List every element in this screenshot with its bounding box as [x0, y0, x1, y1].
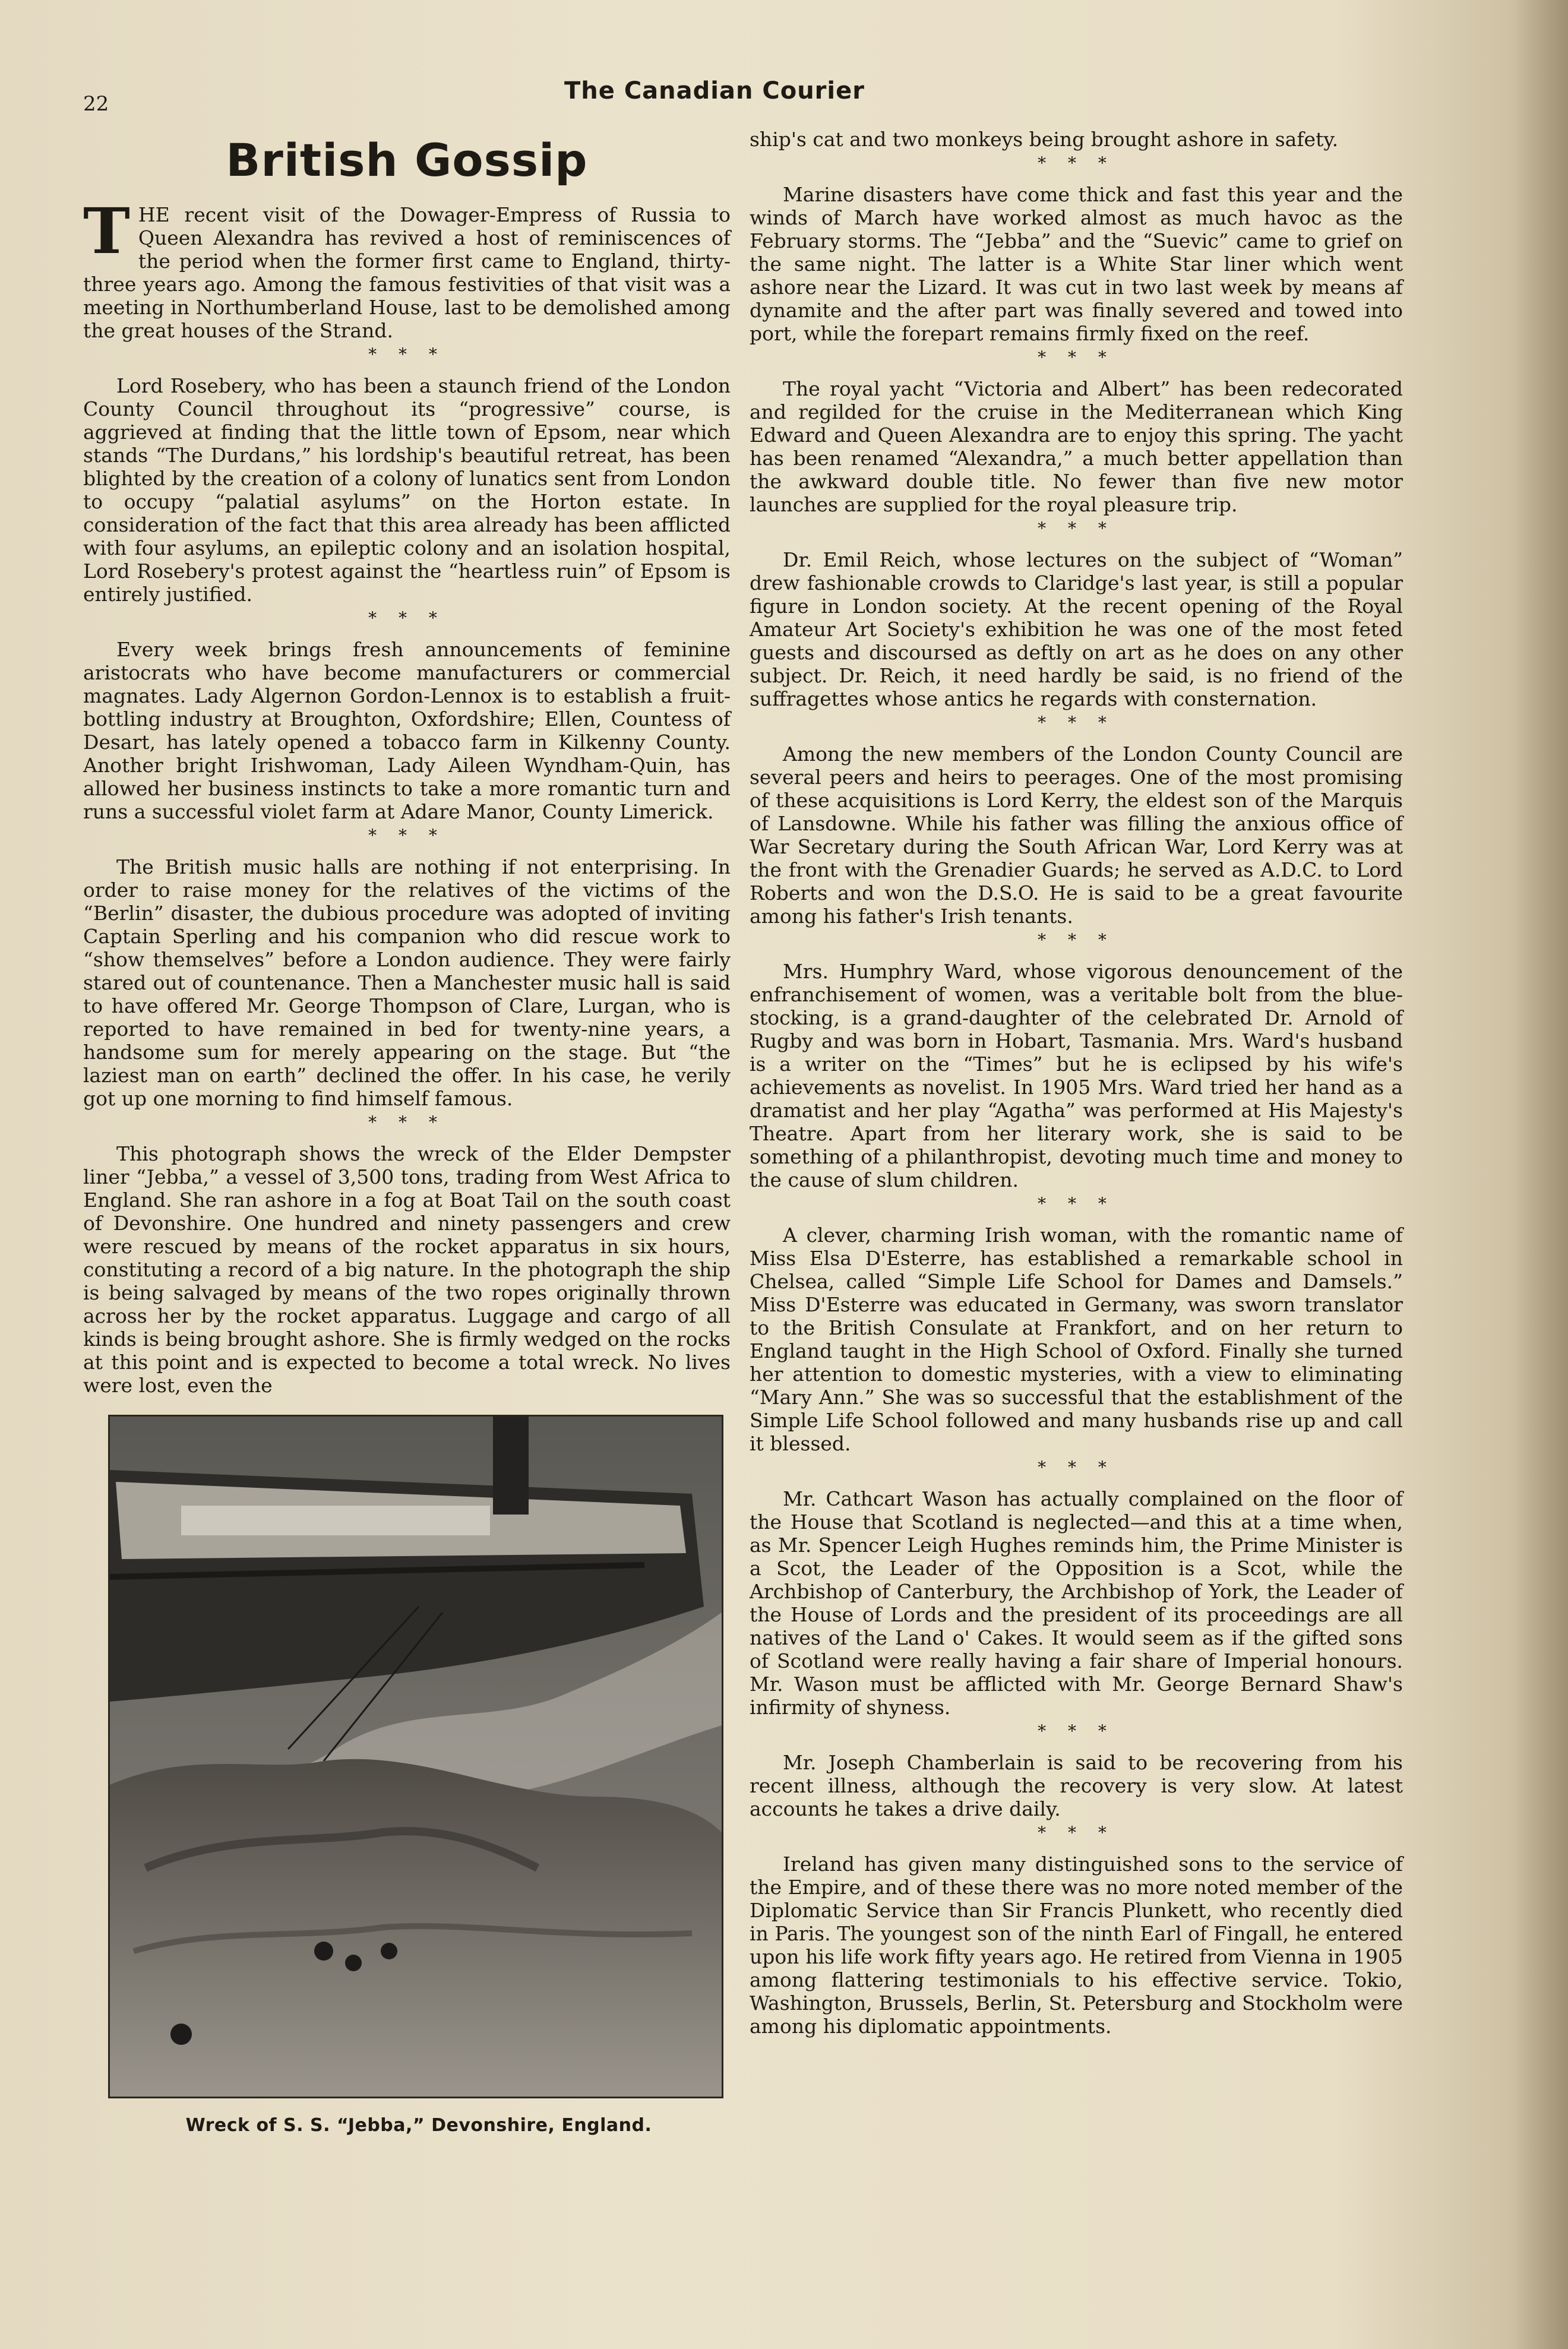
- shipwreck-illustration: [110, 1417, 722, 2097]
- photo-caption: Wreck of S. S. “Jebba,” Devonshire, England.: [185, 2115, 652, 2136]
- section-separator: * * *: [368, 608, 445, 628]
- continued-paragraph: ship's cat and two monkeys being brought ashore in safety.: [750, 128, 1339, 151]
- figure-on-rocks: [314, 1942, 333, 1961]
- section-separator: * * *: [1038, 1721, 1115, 1741]
- paragraph-emil-reich: Dr. Emil Reich, whose lectures on the subject of “Woman” drew fashionable crowds to Claridge's last year, is still a popular figure in London society. At the recent opening of the Royal Amateur Art Society's exhibition he was one of the most feted guests and discoursed as deftly on art as he does on any other subject. Dr. Reich, it need hardly be said, is no friend of the suffragettes whose antics he regards with consternation.: [750, 548, 1403, 710]
- paragraph-royal-yacht: The royal yacht “Victoria and Albert” has been redecorated and regilded for the cruise in the Mediterranean which King Edward and Queen Alexandra are to enjoy this spring. The yacht has been renamed “Alexandra,” a much better appellation than the awkward double title. No fewer than five new motor launches are supplied for the royal pleasure trip.: [750, 377, 1403, 516]
- paragraph-humphry-ward: Mrs. Humphry Ward, whose vigorous denouncement of the enfranchisement of women, was a veritable bolt from the blue-stocking, is a grand-daughter of the celebrated Dr. Arnold of Rugby and was born in Hobart, Tasmania. Mrs. Ward's husband is a writer on the “Times” but he is eclipsed by his wife's achievements as novelist. In 1905 Mrs. Ward tried her hand as a dramatist and her play “Agatha” was performed at His Majesty's Theatre. Apart from her literary work, she is said to be something of a philanthropist, devoting much time and money to the cause of slum children.: [750, 960, 1403, 1191]
- page-edge-shadow: [1515, 0, 1568, 2349]
- lead-paragraph: [83, 194, 731, 342]
- section-separator: * * *: [1038, 153, 1115, 173]
- paragraph-francis-plunkett: Ireland has given many distinguished sons to the service of the Empire, and of these there was no more noted member of the Diplomatic Service than Sir Francis Plunkett, who recently died in Paris. The youngest son of the ninth Earl of Fingall, he entered upon his life work fifty years ago. He retired from Vienna in 1905 among flattering testimonials to his effective service. Tokio, Washington, Brussels, Berlin, St. Petersburg and Stockholm were among his diplomatic appointments.: [750, 1852, 1403, 2038]
- paragraph-elsa-desterre: A clever, charming Irish woman, with the romantic name of Miss Elsa D'Esterre, has established a remarkable school in Chelsea, called “Simple Life School for Dames and Damsels.” Miss D'Esterre was educated in Germany, was sworn translator to the British Consulate at Frankfort, and on her return to England taught in the High School of Oxford. Finally she turned her attention to domestic mysteries, with a view to eliminating “Mary Ann.” She was so successful that the establishment of the Simple Life School followed and many husbands rise up and call it blessed.: [750, 1223, 1403, 1455]
- figure-on-rocks: [170, 2024, 192, 2045]
- section-separator: * * *: [368, 826, 445, 845]
- paragraph-jebba-wreck: This photograph shows the wreck of the Elder Dempster liner “Jebba,” a vessel of 3,500 tons, trading from West Africa to England. She ran ashore in a fog at Boat Tail on the south coast of Devonshire. One hundred and ninety passengers and crew were rescued by means of the rocket apparatus in six hours, constituting a record of a big nature. In the photograph the ship is being salvaged by means of the two ropes originally thrown across her by the rocket apparatus. Luggage and cargo of all kinds is being brought ashore. She is firmly wedged on the rocks at this point and is expected to become a total wreck. No lives were lost, even the: [83, 1142, 731, 1397]
- page-number: 22: [83, 92, 109, 116]
- dropcap-letter: T: [83, 194, 130, 268]
- section-separator: * * *: [1038, 1458, 1115, 1477]
- paragraph-cathcart-wason: Mr. Cathcart Wason has actually complained on the floor of the House that Scotland is neglected—and this at a time when, as Mr. Spencer Leigh Hughes reminds him, the Prime Minister is a Scot, the Leader of the Opposition is a Scot, while the Archbishop of Canterbury, the Archbishop of York, the Leader of the House of Lords and the president of its proceedings are all natives of the Land o' Cakes. It would seem as if the gifted sons of Scotland were really having a fair share of Imperial honours. Mr. Wason must be afflicted with Mr. George Bernard Shaw's infirmity of shyness.: [750, 1487, 1403, 1719]
- ship-superstructure: [181, 1506, 490, 1535]
- publication-title: The Canadian Courier: [564, 77, 865, 105]
- right-column: [750, 128, 1403, 2038]
- figure-on-rocks: [381, 1943, 397, 1959]
- section-separator: * * *: [1038, 1823, 1115, 1842]
- lead-text: HE recent visit of the Dowager-Empress of Russia to Queen Alexandra has revived a host of reminiscences of the period when the former first came to England, thirty-three years ago. Among the famous festivities of that visit was a meeting in Northumberland House, last to be demolished among the great houses of the Strand.: [83, 203, 731, 342]
- section-separator: * * *: [368, 1112, 445, 1132]
- section-separator: * * *: [1038, 347, 1115, 367]
- figure-on-rocks: [345, 1955, 362, 1971]
- paragraph-music-halls: The British music halls are nothing if not enterprising. In order to raise money for the relatives of the victims of the “Berlin” disaster, the dubious procedure was adopted of inviting Captain Sperling and his companion who did rescue work to “show themselves” before a London audience. They were fairly stared out of countenance. Then a Manchester music hall is said to have offered Mr. George Thompson of Clare, Lurgan, who is reported to have remained in bed for twenty-nine years, a handsome sum for merely appearing on the stage. But “the laziest man on earth” declined the offer. In his case, he verily got up one morning to find himself famous.: [83, 855, 731, 1110]
- shipwreck-photo: [108, 1415, 723, 2098]
- ship-funnel: [493, 1417, 529, 1515]
- paragraph-rosebery: Lord Rosebery, who has been a staunch friend of the London County Council throughout its “progressive” course, is aggrieved at finding that the little town of Epsom, near which stands “The Durdans,” his lordship's beautiful retreat, has been blighted by the creation of a colony of lunatics sent from London to occupy “palatial asylums” on the Horton estate. In consideration of the fact that this area already has been afflicted with four asylums, an epileptic colony and an isolation hospital, Lord Rosebery's protest against the “heartless ruin” of Epsom is entirely justified.: [83, 374, 731, 606]
- section-separator: * * *: [1038, 1194, 1115, 1213]
- section-separator: * * *: [368, 344, 445, 364]
- section-separator: * * *: [1038, 713, 1115, 732]
- paragraph-marine-disasters: Marine disasters have come thick and fast this year and the winds of March have worked almost as much havoc as the February storms. The “Jebba” and the “Suevic” came to grief on the same night. The latter is a White Star liner which went ashore near the Lizard. It was cut in two last week by means af dynamite and the after part was finally severed and towed into port, while the forepart remains firmly fixed on the reef.: [750, 183, 1403, 345]
- section-separator: * * *: [1038, 930, 1115, 950]
- paragraph-feminine-aristocrats: Every week brings fresh announcements of feminine aristocrats who have become manufacturers or commercial magnates. Lady Algernon Gordon-Lennox is to establish a fruit-bottling industry at Broughton, Oxfordshire; Ellen, Countess of Desart, has lately opened a tobacco farm in Kilkenny County. Another bright Irishwoman, Lady Aileen Wyndham-Quin, has allowed her business instincts to take a more romantic turn and runs a successful violet farm at Adare Manor, County Limerick.: [83, 638, 731, 823]
- paragraph-london-county-council: Among the new members of the London County Council are several peers and heirs to peerages. One of the most promising of these acquisitions is Lord Kerry, the eldest son of the Marquis of Lansdowne. While his father was filling the anxious office of War Secretary during the South African War, Lord Kerry was at the front with the Grenadier Guards; he served as A.D.C. to Lord Roberts and won the D.S.O. He is said to be a great favourite among his father's Irish tenants.: [750, 742, 1403, 928]
- left-column: [83, 128, 731, 2136]
- article-title: British Gossip: [226, 134, 588, 186]
- paragraph-chamberlain: Mr. Joseph Chamberlain is said to be recovering from his recent illness, although the recovery is very slow. At latest accounts he takes a drive daily.: [750, 1751, 1403, 1820]
- section-separator: * * *: [1038, 519, 1115, 538]
